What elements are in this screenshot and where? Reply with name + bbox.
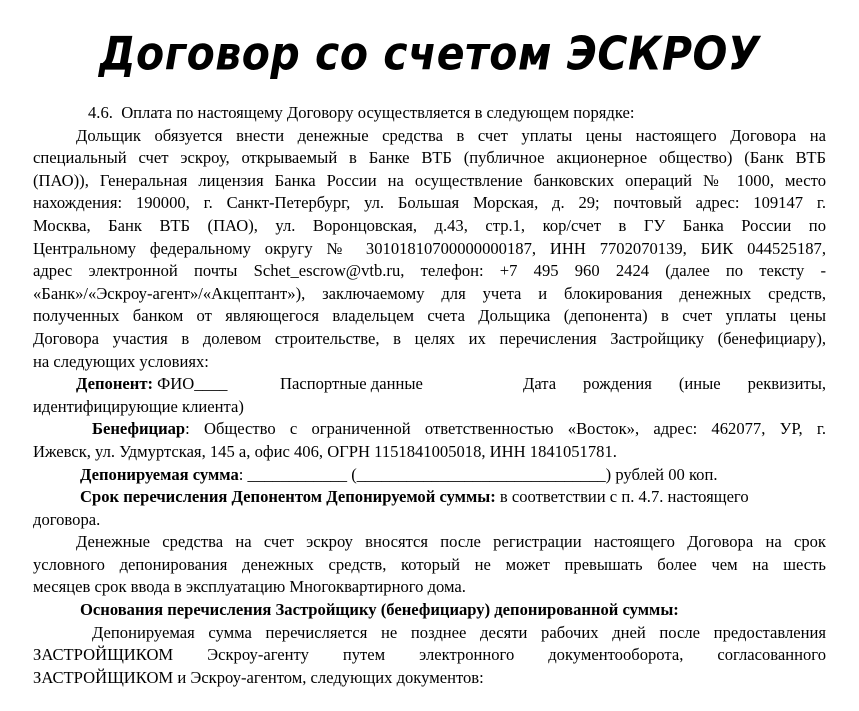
beneficiary-line-2: Ижевск, ул. Удмуртская, 145 а, офис 406, ОГРН 1151841005018, ИНН 1841051781. — [33, 441, 617, 461]
text-line: Денежные средства на счет эскроу вносятся после регистрации настоящего Договора на срок — [76, 532, 826, 552]
deposit-sum-label: Депонируемая сумма — [80, 464, 239, 484]
transfer-term-value: в соответствии с п. 4.7. настоящего — [495, 487, 749, 507]
beneficiary-line — [33, 418, 826, 441]
grounds-heading — [33, 599, 826, 622]
text-line: Москва, Банк ВТБ (ПАО), ул. Воронцовская, д.43, стр.1, кор/счет в ГУ Банка России по — [33, 215, 826, 235]
clause-intro — [33, 102, 826, 125]
paragraph-escrow-terms — [33, 125, 826, 374]
depositor-line-2: идентифицирующие клиента) — [33, 396, 244, 416]
beneficiary-details: : Общество с ограниченной ответственностью «Восток», адрес: 462077, УР, г. — [185, 419, 826, 439]
text-line: «Банк»/«Эскроу-агент»/«Акцептант»), заключаемому для учета и блокирования денежных средств, — [33, 283, 826, 303]
paragraph-grounds — [33, 622, 826, 690]
clause-intro-text: Оплата по настоящему Договору осуществляется в следующем порядке: — [121, 103, 635, 122]
document-title: Договор со счетом ЭСКРОУ — [99, 27, 760, 81]
transfer-term-line-2: договора. — [33, 509, 101, 529]
text-line: нахождения: 190000, г. Санкт-Петербург, ул. Большая Морская, д. 29; почтовый адрес: 109147 г. — [33, 193, 826, 213]
transfer-term-line — [33, 486, 826, 509]
text-line: полученных банком от являющегося владельцем счета Дольщика (депонента) в счет уплаты цены — [33, 306, 826, 326]
depositor-birth: Дата рождения (иные реквизиты, — [523, 374, 826, 394]
text-line: Депонируемая сумма перечисляется не позднее десяти рабочих дней после предоставления — [92, 622, 826, 642]
depositor-passport: Паспортные данные — [280, 374, 423, 394]
text-line: ЗАСТРОЙЩИКОМ Эскроу-агенту путем электронного документооборота, согласованного — [33, 645, 826, 665]
deposit-sum-value: : ____________ (______________________________) рублей 00 коп. — [238, 464, 718, 484]
grounds-heading-text: Основания перечисления Застройщику (бенефициару) депонированной суммы: — [80, 600, 679, 620]
text-line: Дольщик обязуется внести денежные средства в счет уплаты цены настоящего Договора на — [76, 125, 826, 145]
document-body — [33, 102, 826, 689]
text-line: Договора участия в долевом строительстве, в целях их перечисления Застройщику (бенефициару), — [33, 328, 826, 348]
text-line: на следующих условиях: — [33, 351, 209, 371]
text-line: специальный счет эскроу, открываемый в Банке ВТБ (публичное акционерное общество) (Банк ВТБ — [33, 148, 826, 168]
text-line: Центральному федеральному округу № 30101810700000000187, ИНН 7702070139, БИК 044525187, — [33, 238, 826, 258]
depositor-line — [33, 373, 826, 396]
text-line: адрес электронной почты Schet_escrow@vtb.ru, телефон: +7 495 960 2424 (далее по тексту - — [33, 261, 826, 281]
text-line: ЗАСТРОЙЩИКОМ и Эскроу-агентом, следующих документов: — [33, 667, 484, 687]
beneficiary-label: Бенефициар — [92, 419, 186, 439]
text-line: условного депонирования денежных средств, который не может превышать более чем на шесть — [33, 554, 826, 574]
clause-number: 4.6. — [88, 103, 113, 122]
text-line: месяцев срок ввода в эксплуатацию Многоквартирного дома. — [33, 577, 466, 597]
depositor-label: Депонент: — [76, 374, 154, 394]
depositor-fio: ФИО____ — [157, 374, 228, 394]
transfer-term-label: Срок перечисления Депонентом Депонируемой суммы: — [80, 487, 496, 507]
deposit-sum-line — [33, 464, 826, 487]
paragraph-deposit-period — [33, 531, 826, 599]
text-line: (ПАО)), Генеральная лицензия Банка России на осуществление банковских операций № 1000, место — [33, 170, 826, 190]
